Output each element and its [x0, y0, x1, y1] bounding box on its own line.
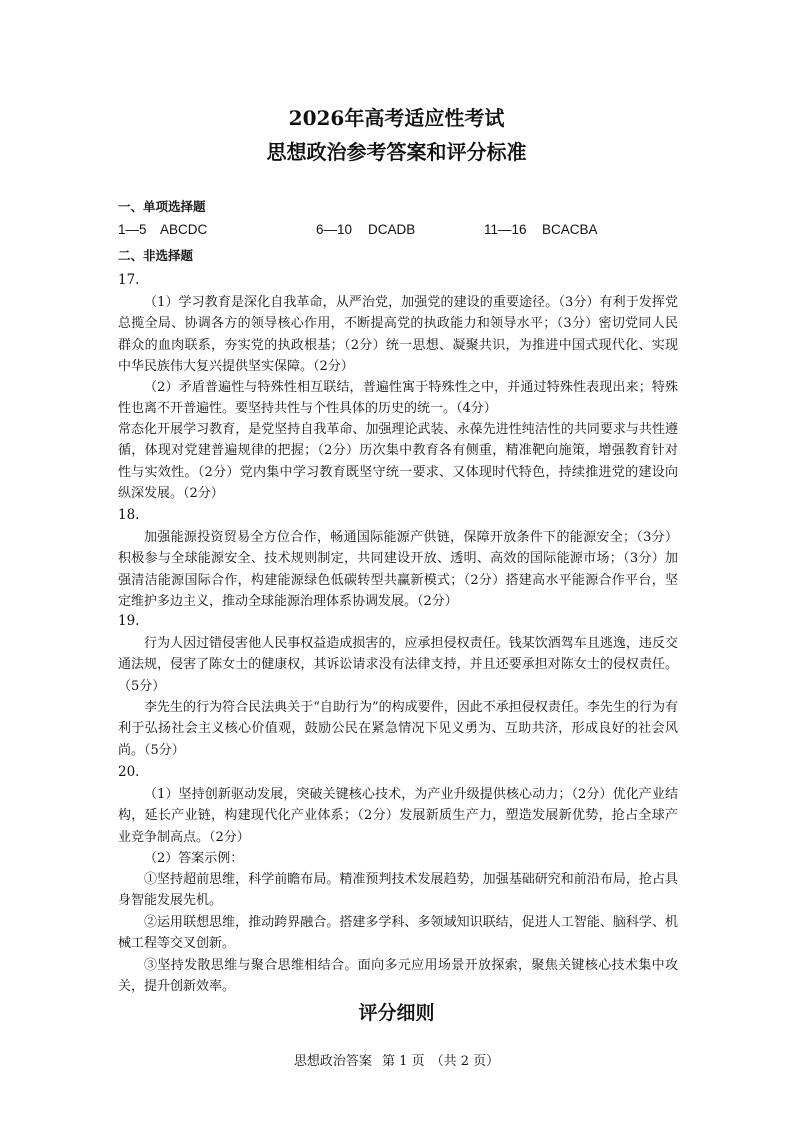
question-19-answer-2: 李先生的行为符合民法典关于“自助行为”的构成要件，因此不承担侵权责任。李先生的行为有利于弘扬社会主义核心价值观，鼓励公民在紧急情况下见义勇为、互助共济，形成良好的社会风尚。（5分）	[118, 700, 678, 758]
part1-heading: 一、单项选择题	[118, 199, 206, 214]
question-20-number: 20.	[118, 764, 140, 780]
question-18-number: 18.	[118, 507, 140, 523]
mcq-answers-1: ABCDC	[160, 222, 208, 237]
question-17-answer-1: （1）学习教育是深化自我革命，从严治党，加强党的建设的重要途径。（3分）有利于发挥党总揽全局、协调各方的领导核心作用，不断提高党的执政能力和领导水平；（3分）密切党同人民群众的血肉联系，夯实党的执政根基；（2分）统一思想、凝聚共识，为推进中国式现代化、实现中华民族伟大复兴提供坚实保障。（2分）	[118, 295, 678, 374]
question-19-answer-1: 行为人因过错侵害他人民事权益造成损害的，应承担侵权责任。钱某饮酒驾车且逃逸，违反交通法规，侵害了陈女士的健康权，其诉讼请求没有法律支持，并且还要承担对陈女士的侵权责任。（5分）	[118, 636, 678, 694]
mcq-answers-2: DCADB	[368, 222, 416, 237]
scoring-details-title: 评分细则	[358, 1002, 435, 1024]
footer-page-number: 第 1 页	[382, 1054, 425, 1069]
footer-label: 思想政治答案	[293, 1054, 372, 1069]
mcq-range-3: 11—16	[484, 222, 527, 237]
page-footer	[0, 1050, 793, 1069]
question-20-example-1: ①坚持超前思维，科学前瞻布局。精准预判技术发展趋势，加强基础研究和前沿布局，抢占具身智能发展先机。	[118, 872, 678, 909]
question-19-number: 19.	[118, 613, 140, 629]
question-20-answer-2: （2）答案示例：	[144, 851, 244, 866]
question-20-example-3: ③坚持发散思维与聚合思维相结合。面向多元应用场景开放探索，聚焦关键核心技术集中攻关，提升创新效率。	[118, 958, 678, 995]
mcq-range-2: 6—10	[316, 222, 353, 237]
part2-heading: 二、非选择题	[118, 248, 194, 263]
question-18-answer: 加强能源投资贸易全方位合作，畅通国际能源产供链，保障开放条件下的能源安全；（3分）积极参与全球能源安全、技术规则制定，共同建设开放、透明、高效的国际能源市场；（3分）加强清洁能源国际合作，构建能源绿色低碳转型共赢新模式；（2分）搭建高水平能源合作平台，坚定维护多边主义，推动全球能源治理体系协调发展。（2分）	[118, 530, 678, 609]
question-17-answer-3: 常态化开展学习教育，是党坚持自我革命、加强理论武装、永葆先进性纯洁性的共同要求与共性遵循，体现对党建普遍规律的把握；（2分）历次集中教育各有侧重，精准靶向施策，增强教育针对性与实效性。（2分）党内集中学习教育既坚守统一要求、又体现时代特色，持续推进党的建设向纵深发展。（2分）	[118, 422, 678, 501]
footer-page-total: （共 2 页）	[430, 1054, 500, 1069]
mcq-answers-3: BCACBA	[542, 222, 598, 237]
question-17-answer-2: （2）矛盾普遍性与特殊性相互联结，普遍性寓于特殊性之中，并通过特殊性表现出来；特殊性也离不开普遍性。要坚持共性与个性具体的历史的统一。（4分）	[118, 380, 678, 417]
question-20-answer-1: （1）坚持创新驱动发展，突破关键核心技术，为产业升级提供核心动力；（2分）优化产业结构，延长产业链，构建现代化产业体系；（2分）发展新质生产力，塑造发展新优势，抢占全球产业竞争制高点。（2分）	[118, 787, 678, 845]
mcq-range-1: 1—5	[118, 222, 147, 237]
question-17-number: 17.	[118, 272, 140, 288]
exam-subtitle: 思想政治参考答案和评分标准	[266, 140, 527, 164]
question-20-example-2: ②运用联想思维，推动跨界融合。搭建多学科、多领域知识联结，促进人工智能、脑科学、机械工程等交叉创新。	[118, 915, 678, 952]
exam-title: 2026年高考适应性考试	[288, 106, 505, 130]
